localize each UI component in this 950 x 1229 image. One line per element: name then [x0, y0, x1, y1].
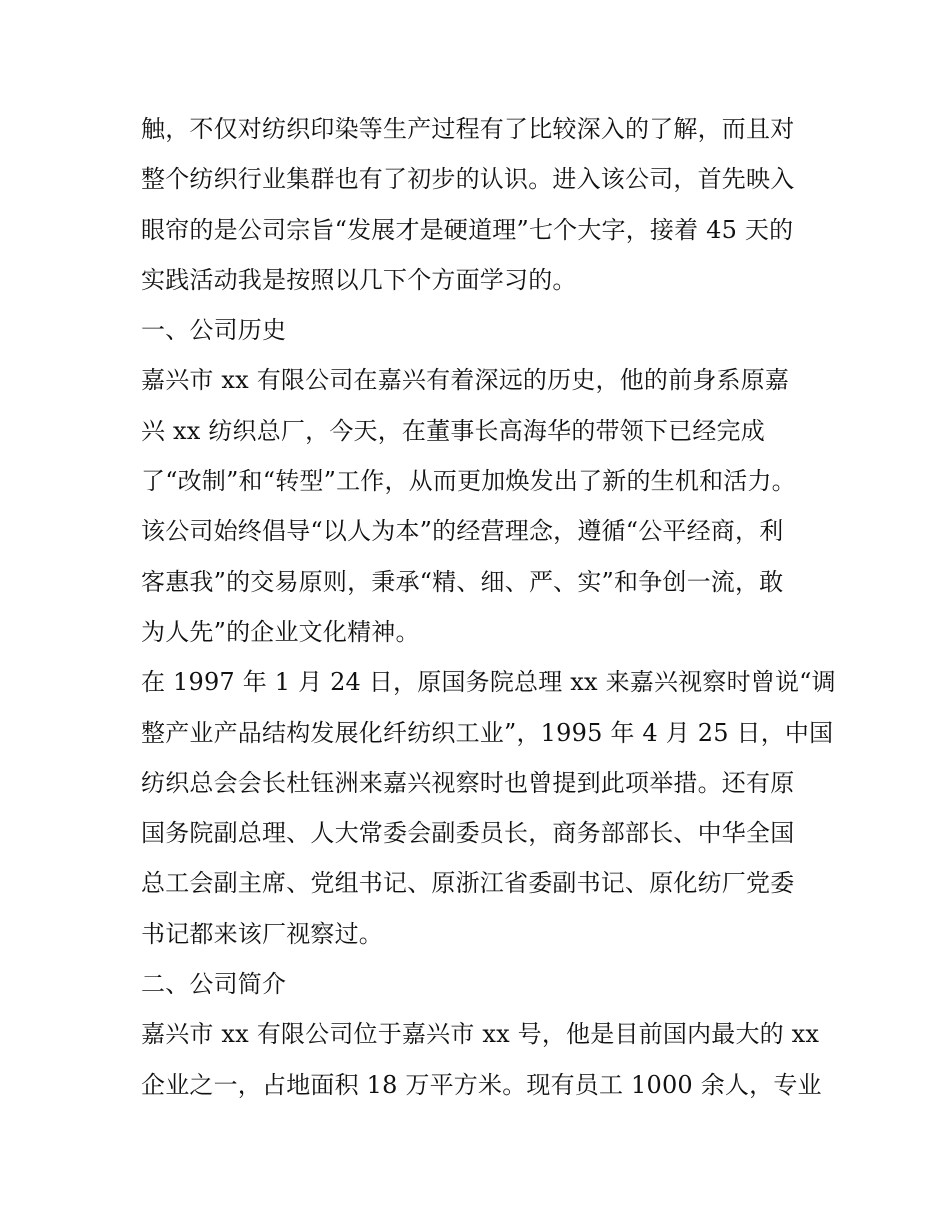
- body-line: 总工会副主席、党组书记、原浙江省委副书记、原化纺厂党委: [141, 869, 795, 898]
- body-line: 整产业产品结构发展化纤纺织工业”，1995 年 4 月 25 日，中国: [141, 718, 834, 747]
- body-line: 触，不仅对纺织印染等生产过程有了比较深入的了解，而且对: [141, 115, 795, 143]
- body-line: 该公司始终倡导“以人为本”的经营理念，遵循“公平经商，利: [141, 517, 784, 546]
- body-line: 兴 xx 纺织总厂，今天，在董事长高海华的带领下已经完成: [141, 416, 765, 445]
- body-line: 眼帘的是公司宗旨“发展才是硬道理”七个大字，接着 45 天的: [141, 215, 794, 244]
- body-line: 实践活动我是按照以几下个方面学习的。: [141, 265, 577, 294]
- body-line: 嘉兴市 xx 有限公司在嘉兴有着深远的历史，他的前身系原嘉: [141, 366, 790, 395]
- section-heading-profile: 二、公司简介: [141, 970, 287, 999]
- body-line: 嘉兴市 xx 有限公司位于嘉兴市 xx 号，他是目前国内最大的 xx: [141, 1020, 820, 1049]
- body-line: 在 1997 年 1 月 24 日，原国务院总理 xx 来嘉兴视察时曾说“调: [141, 668, 836, 697]
- body-line: 国务院副总理、人大常委会副委员长，商务部部长、中华全国: [141, 819, 795, 848]
- body-line: 企业之一，占地面积 18 万平方米。现有员工 1000 余人，专业: [141, 1070, 822, 1099]
- body-line: 整个纺织行业集群也有了初步的认识。进入该公司，首先映入: [141, 165, 795, 194]
- document-body: [141, 104, 836, 1110]
- body-line: 了“改制”和“转型”工作，从而更加焕发出了新的生机和活力。: [141, 467, 796, 496]
- section-heading-history: 一、公司历史: [141, 316, 287, 345]
- body-line: 客惠我”的交易原则，秉承“精、细、严、实”和争创一流，敢: [141, 567, 784, 596]
- body-line: 为人先”的企业文化精神。: [141, 617, 420, 646]
- body-line: 书记都来该厂视察过。: [141, 919, 383, 948]
- body-line: 纺织总会会长杜钰洲来嘉兴视察时也曾提到此项举措。还有原: [141, 768, 795, 797]
